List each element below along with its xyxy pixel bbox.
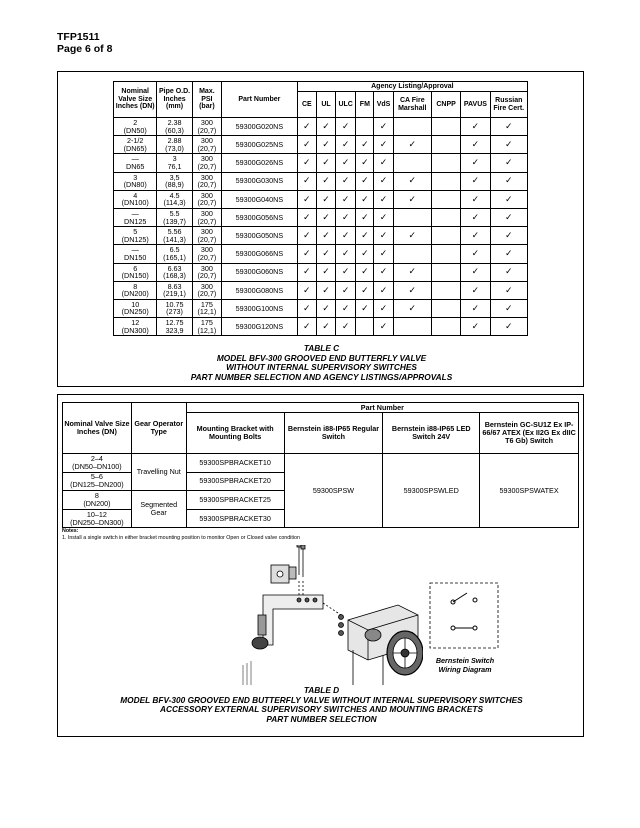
ca-fire-marshall-check-cell — [393, 118, 431, 136]
max-psi-cell: 175 (12,1) — [192, 318, 221, 336]
switch-atex-cell: 59300SPSWATEX — [480, 454, 579, 528]
nominal-size-cell: 2 (DN50) — [114, 118, 157, 136]
russian-fire-cert-check-cell: ✓ — [490, 263, 527, 281]
table-c — [113, 81, 528, 336]
ulc-check-cell: ✓ — [336, 245, 356, 263]
table-c-box — [57, 71, 584, 387]
cnpp-check-cell — [431, 136, 460, 154]
ul-check-cell: ✓ — [316, 190, 335, 208]
col-pavus: PAVUS — [461, 92, 490, 118]
nominal-size-cell: — DN125 — [114, 208, 157, 226]
part-number-cell: 59300G050NS — [222, 227, 298, 245]
ce-check-cell: ✓ — [297, 299, 316, 317]
cnpp-check-cell — [431, 118, 460, 136]
fm-check-cell: ✓ — [356, 227, 374, 245]
nominal-size-cell: 3 (DN80) — [114, 172, 157, 190]
table-row — [114, 318, 528, 336]
table-c-body — [114, 118, 528, 336]
table-row — [114, 136, 528, 154]
pipe-od-cell: 10.75 (273) — [157, 299, 192, 317]
cnpp-check-cell — [431, 172, 460, 190]
ulc-check-cell: ✓ — [336, 299, 356, 317]
col-bernstein-regular: Bernstein i88-IP65 Regular Switch — [284, 413, 383, 454]
ul-check-cell: ✓ — [316, 299, 335, 317]
pavus-check-cell: ✓ — [461, 281, 490, 299]
col-nominal-size: Nominal Valve Size Inches (DN) — [63, 403, 132, 454]
nominal-size-cell: 8 (DN200) — [114, 281, 157, 299]
table-row — [114, 118, 528, 136]
gear-cell: Travelling Nut — [131, 454, 186, 491]
table-row — [114, 281, 528, 299]
cnpp-check-cell — [431, 190, 460, 208]
ce-check-cell: ✓ — [297, 281, 316, 299]
russian-fire-cert-check-cell: ✓ — [490, 299, 527, 317]
table-row — [114, 245, 528, 263]
col-pipe-od: Pipe O.D. Inches (mm) — [157, 82, 192, 118]
max-psi-cell: 175 (12,1) — [192, 299, 221, 317]
col-agency-listing: Agency Listing/Approval — [297, 82, 527, 92]
russian-fire-cert-check-cell: ✓ — [490, 281, 527, 299]
max-psi-cell: 300 (20,7) — [192, 172, 221, 190]
col-cnpp: CNPP — [431, 92, 460, 118]
pavus-check-cell: ✓ — [461, 318, 490, 336]
ce-check-cell: ✓ — [297, 245, 316, 263]
caption-line: PART NUMBER SELECTION — [266, 713, 377, 724]
ce-check-cell: ✓ — [297, 227, 316, 245]
cnpp-check-cell — [431, 227, 460, 245]
vds-check-cell: ✓ — [374, 190, 393, 208]
russian-fire-cert-check-cell: ✓ — [490, 245, 527, 263]
ca-fire-marshall-check-cell — [393, 245, 431, 263]
cnpp-check-cell — [431, 318, 460, 336]
pavus-check-cell: ✓ — [461, 208, 490, 226]
vds-check-cell: ✓ — [374, 299, 393, 317]
russian-fire-cert-check-cell: ✓ — [490, 154, 527, 172]
ul-check-cell: ✓ — [316, 227, 335, 245]
ulc-check-cell: ✓ — [336, 136, 356, 154]
part-number-cell: 59300G080NS — [222, 281, 298, 299]
notes — [62, 528, 300, 541]
col-vds: VdS — [374, 92, 393, 118]
col-bernstein-atex: Bernstein GC-SU1Z Ex IP-66/67 ATEX (Ex II2G Ex dIIC T6 Gb) Switch — [480, 413, 579, 454]
nominal-size-cell: — DN150 — [114, 245, 157, 263]
size-cell — [63, 472, 132, 491]
pipe-od-cell: 3 76,1 — [157, 154, 192, 172]
ul-check-cell: ✓ — [316, 136, 335, 154]
pavus-check-cell: ✓ — [461, 263, 490, 281]
cnpp-check-cell — [431, 245, 460, 263]
part-number-cell: 59300G060NS — [222, 263, 298, 281]
pavus-check-cell: ✓ — [461, 227, 490, 245]
ca-fire-marshall-check-cell: ✓ — [393, 299, 431, 317]
size-dn: (DN200) — [83, 498, 111, 508]
pavus-check-cell: ✓ — [461, 136, 490, 154]
table-row — [114, 172, 528, 190]
valve-assembly-illustration — [233, 545, 423, 685]
nominal-size-cell: 5 (DN125) — [114, 227, 157, 245]
col-ca-fire-marshall: CA Fire Marshall — [393, 92, 431, 118]
ulc-check-cell: ✓ — [336, 154, 356, 172]
pipe-od-cell: 6.5 (165,1) — [157, 245, 192, 263]
page-number: Page 6 of 8 — [57, 43, 113, 55]
ul-check-cell: ✓ — [316, 281, 335, 299]
part-number-cell: 59300G030NS — [222, 172, 298, 190]
cnpp-check-cell — [431, 299, 460, 317]
col-ul: UL — [316, 92, 335, 118]
part-number-cell: 59300G100NS — [222, 299, 298, 317]
fm-check-cell: ✓ — [356, 136, 374, 154]
fm-check-cell: ✓ — [356, 245, 374, 263]
cnpp-check-cell — [431, 154, 460, 172]
max-psi-cell: 300 (20,7) — [192, 118, 221, 136]
russian-fire-cert-check-cell: ✓ — [490, 190, 527, 208]
vds-check-cell: ✓ — [374, 281, 393, 299]
max-psi-cell: 300 (20,7) — [192, 281, 221, 299]
part-number-cell: 59300G025NS — [222, 136, 298, 154]
pipe-od-cell: 2.38 (60,3) — [157, 118, 192, 136]
vds-check-cell: ✓ — [374, 263, 393, 281]
ce-check-cell: ✓ — [297, 190, 316, 208]
ulc-check-cell: ✓ — [336, 263, 356, 281]
fm-check-cell: ✓ — [356, 190, 374, 208]
fm-check-cell — [356, 118, 374, 136]
pavus-check-cell: ✓ — [461, 154, 490, 172]
nominal-size-cell: 2-1/2 (DN65) — [114, 136, 157, 154]
part-number-cell: 59300G040NS — [222, 190, 298, 208]
ca-fire-marshall-check-cell: ✓ — [393, 227, 431, 245]
nominal-size-cell: 12 (DN300) — [114, 318, 157, 336]
switch-led-cell: 59300SPSWLED — [383, 454, 480, 528]
col-fm: FM — [356, 92, 374, 118]
ulc-check-cell: ✓ — [336, 208, 356, 226]
ce-check-cell: ✓ — [297, 172, 316, 190]
max-psi-cell: 300 (20,7) — [192, 190, 221, 208]
caption-line: WITHOUT INTERNAL SUPERVISORY SWITCHES — [226, 362, 417, 372]
notes-title: Notes: — [62, 528, 79, 534]
pipe-od-cell: 3,5 (88,9) — [157, 172, 192, 190]
ce-check-cell: ✓ — [297, 318, 316, 336]
pavus-check-cell: ✓ — [461, 245, 490, 263]
col-bernstein-led: Bernstein i88-IP65 LED Switch 24V — [383, 413, 480, 454]
vds-check-cell: ✓ — [374, 154, 393, 172]
ul-check-cell: ✓ — [316, 263, 335, 281]
col-russian-fire-cert: Russian Fire Cert. — [490, 92, 527, 118]
ul-check-cell: ✓ — [316, 172, 335, 190]
caption-line: PART NUMBER SELECTION AND AGENCY LISTINGS/APPROVALS — [190, 371, 453, 382]
pipe-od-cell: 4.5 (114,3) — [157, 190, 192, 208]
table-d-box — [57, 394, 584, 737]
size-cell — [63, 491, 132, 510]
caption-line: MODEL BFV-300 GROOVED END BUTTERFLY VALVE — [216, 352, 427, 363]
note-1: 1. Install a single switch in either bracket mounting position to monitor Open or Closed valve condition — [62, 534, 300, 541]
bracket-cell: 59300SPBRACKET25 — [186, 491, 284, 510]
fm-check-cell: ✓ — [356, 263, 374, 281]
table-c-caption — [58, 344, 585, 382]
ulc-check-cell: ✓ — [336, 118, 356, 136]
col-part-number: Part Number — [222, 82, 298, 118]
caption-line: TABLE D — [303, 685, 340, 695]
ca-fire-marshall-check-cell: ✓ — [393, 136, 431, 154]
part-number-cell: 59300G066NS — [222, 245, 298, 263]
ul-check-cell: ✓ — [316, 118, 335, 136]
ca-fire-marshall-check-cell: ✓ — [393, 190, 431, 208]
document-id: TFP1511 — [57, 31, 100, 43]
vds-check-cell: ✓ — [374, 172, 393, 190]
ca-fire-marshall-check-cell: ✓ — [393, 263, 431, 281]
pavus-check-cell: ✓ — [461, 190, 490, 208]
table-row — [114, 227, 528, 245]
ulc-check-cell: ✓ — [336, 227, 356, 245]
table-row — [114, 208, 528, 226]
vds-check-cell: ✓ — [374, 318, 393, 336]
size-cell — [63, 454, 132, 473]
ulc-check-cell: ✓ — [336, 281, 356, 299]
fm-check-cell — [356, 318, 374, 336]
ul-check-cell: ✓ — [316, 154, 335, 172]
switch-wiring-diagram — [429, 582, 499, 649]
table-row — [63, 454, 579, 473]
russian-fire-cert-check-cell: ✓ — [490, 208, 527, 226]
ce-check-cell: ✓ — [297, 263, 316, 281]
ca-fire-marshall-check-cell — [393, 208, 431, 226]
size-dn: (DN250–DN300) — [70, 517, 124, 527]
col-ulc: ULC — [336, 92, 356, 118]
caption-line: MODEL BFV-300 GROOVED END BUTTERFLY VALVE WITHOUT INTERNAL SUPERVISORY SWITCHES — [120, 694, 523, 705]
caption-line: TABLE C — [303, 343, 340, 353]
size-inches: 5–6 — [90, 472, 103, 482]
col-nominal-size: Nominal Valve Size Inches (DN) — [114, 82, 157, 118]
ulc-check-cell: ✓ — [336, 190, 356, 208]
max-psi-cell: 300 (20,7) — [192, 136, 221, 154]
col-gear-operator: Gear Operator Type — [131, 403, 186, 454]
table-row — [114, 299, 528, 317]
nominal-size-cell: 10 (DN250) — [114, 299, 157, 317]
fm-check-cell: ✓ — [356, 208, 374, 226]
ul-check-cell: ✓ — [316, 245, 335, 263]
russian-fire-cert-check-cell: ✓ — [490, 227, 527, 245]
russian-fire-cert-check-cell: ✓ — [490, 318, 527, 336]
ca-fire-marshall-check-cell: ✓ — [393, 172, 431, 190]
pipe-od-cell: 5.56 (141,3) — [157, 227, 192, 245]
ulc-check-cell: ✓ — [336, 172, 356, 190]
pipe-od-cell: 6.63 (168,3) — [157, 263, 192, 281]
max-psi-cell: 300 (20,7) — [192, 263, 221, 281]
bracket-cell: 59300SPBRACKET20 — [186, 472, 284, 491]
vds-check-cell: ✓ — [374, 136, 393, 154]
table-row — [114, 190, 528, 208]
cnpp-check-cell — [431, 281, 460, 299]
max-psi-cell: 300 (20,7) — [192, 245, 221, 263]
table-d-caption — [58, 686, 585, 724]
col-part-number: Part Number — [186, 403, 578, 413]
page-header — [57, 31, 112, 55]
fm-check-cell: ✓ — [356, 299, 374, 317]
ca-fire-marshall-check-cell — [393, 318, 431, 336]
bracket-cell: 59300SPBRACKET30 — [186, 509, 284, 528]
size-dn: (DN50–DN100) — [72, 461, 122, 471]
bracket-cell: 59300SPBRACKET10 — [186, 454, 284, 473]
nominal-size-cell: — DN65 — [114, 154, 157, 172]
ce-check-cell: ✓ — [297, 136, 316, 154]
pipe-od-cell: 8.63 (219,1) — [157, 281, 192, 299]
max-psi-cell: 300 (20,7) — [192, 227, 221, 245]
size-inches: 10–12 — [86, 509, 107, 519]
switch-regular-cell: 59300SPSW — [284, 454, 383, 528]
table-row — [114, 154, 528, 172]
col-ce: CE — [297, 92, 316, 118]
fm-check-cell: ✓ — [356, 154, 374, 172]
ca-fire-marshall-check-cell: ✓ — [393, 281, 431, 299]
nominal-size-cell: 4 (DN100) — [114, 190, 157, 208]
fm-check-cell: ✓ — [356, 281, 374, 299]
fm-check-cell: ✓ — [356, 172, 374, 190]
part-number-cell: 59300G020NS — [222, 118, 298, 136]
pipe-od-cell: 5.5 (139,7) — [157, 208, 192, 226]
vds-check-cell: ✓ — [374, 208, 393, 226]
cnpp-check-cell — [431, 208, 460, 226]
pipe-od-cell: 12.75 323,9 — [157, 318, 192, 336]
wiring-diagram-label: Bernstein Switch Wiring Diagram — [435, 656, 495, 674]
ce-check-cell: ✓ — [297, 118, 316, 136]
vds-check-cell: ✓ — [374, 118, 393, 136]
size-inches: 8 — [94, 490, 99, 500]
part-number-cell: 59300G056NS — [222, 208, 298, 226]
gear-cell: Segmented Gear — [131, 491, 186, 528]
size-inches: 2–4 — [90, 453, 103, 463]
pavus-check-cell: ✓ — [461, 172, 490, 190]
ulc-check-cell: ✓ — [336, 318, 356, 336]
ul-check-cell: ✓ — [316, 208, 335, 226]
nominal-size-cell: 6 (DN150) — [114, 263, 157, 281]
pipe-od-cell: 2.88 (73,0) — [157, 136, 192, 154]
caption-line: ACCESSORY EXTERNAL SUPERVISORY SWITCHES AND MOUNTING BRACKETS — [159, 704, 483, 714]
pavus-check-cell: ✓ — [461, 299, 490, 317]
russian-fire-cert-check-cell: ✓ — [490, 118, 527, 136]
table-d — [62, 402, 579, 528]
russian-fire-cert-check-cell: ✓ — [490, 172, 527, 190]
vds-check-cell: ✓ — [374, 245, 393, 263]
col-max-psi: Max. PSI (bar) — [192, 82, 221, 118]
ca-fire-marshall-check-cell — [393, 154, 431, 172]
col-mounting-bracket: Mounting Bracket with Mounting Bolts — [186, 413, 284, 454]
max-psi-cell: 300 (20,7) — [192, 208, 221, 226]
size-dn: (DN125–DN200) — [70, 480, 124, 490]
max-psi-cell: 300 (20,7) — [192, 154, 221, 172]
table-row — [114, 263, 528, 281]
part-number-cell: 59300G120NS — [222, 318, 298, 336]
size-cell — [63, 509, 132, 528]
part-number-cell: 59300G026NS — [222, 154, 298, 172]
ce-check-cell: ✓ — [297, 154, 316, 172]
ul-check-cell: ✓ — [316, 318, 335, 336]
pavus-check-cell: ✓ — [461, 118, 490, 136]
ce-check-cell: ✓ — [297, 208, 316, 226]
cnpp-check-cell — [431, 263, 460, 281]
russian-fire-cert-check-cell: ✓ — [490, 136, 527, 154]
vds-check-cell: ✓ — [374, 227, 393, 245]
